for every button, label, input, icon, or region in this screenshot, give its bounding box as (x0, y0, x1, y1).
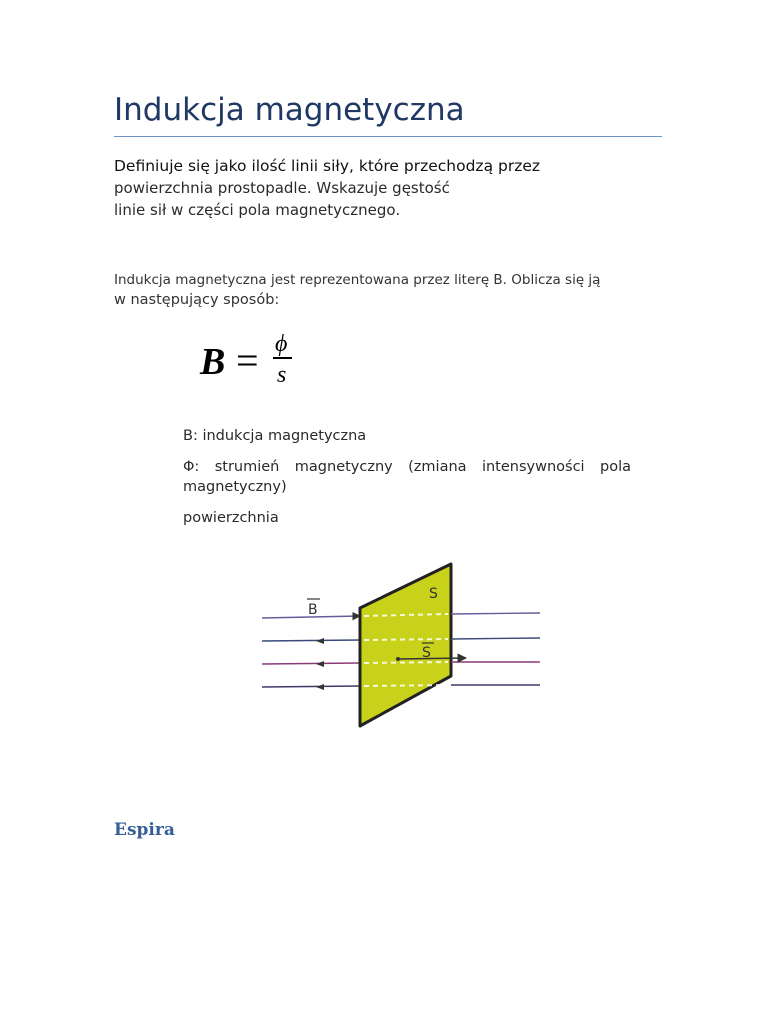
magnetic-flux-diagram (258, 558, 546, 730)
intro-paragraph (114, 270, 674, 310)
definition-paragraph (114, 155, 674, 221)
legend-item-b: B: indukcja magnetyczna (183, 428, 367, 444)
label-s-surface: S (429, 586, 438, 602)
formula-legend (183, 426, 631, 539)
label-b: B (308, 602, 318, 618)
surface-normal-arrow (398, 658, 466, 659)
formula-denominator: s (277, 362, 287, 388)
field-lines-left (262, 616, 360, 690)
intro-line-1: Indukcja magnetyczna jest reprezentowana przez literę B. Oblicza się ją (114, 272, 601, 288)
definition-line-2: powierzchnia prostopadle. Wskazuje gęstość (114, 179, 450, 197)
formula-equals: = (236, 338, 259, 383)
intro-line-2: w następujący sposób: (114, 292, 280, 308)
definition-line-3: linie sił w części pola magnetycznego. (114, 201, 401, 219)
legend-item-phi: Φ: strumień magnetyczny (zmiana intensywności pola magnetyczny) (183, 459, 631, 495)
legend-item-s: powierzchnia (183, 510, 279, 526)
page-title: Indukcja magnetyczna (114, 92, 465, 128)
section-heading-espira: Espira (114, 820, 175, 840)
field-lines-right (451, 613, 540, 685)
definition-line-1: Definiuje się jako ilość linii siły, które przechodzą przez (114, 157, 541, 175)
normal-origin-dot (396, 657, 400, 661)
formula-numerator: ϕ (275, 331, 288, 357)
flux-formula (198, 325, 308, 395)
title-underline (114, 136, 662, 137)
label-s-vector: S (422, 645, 431, 661)
formula-lhs: B (200, 341, 226, 383)
